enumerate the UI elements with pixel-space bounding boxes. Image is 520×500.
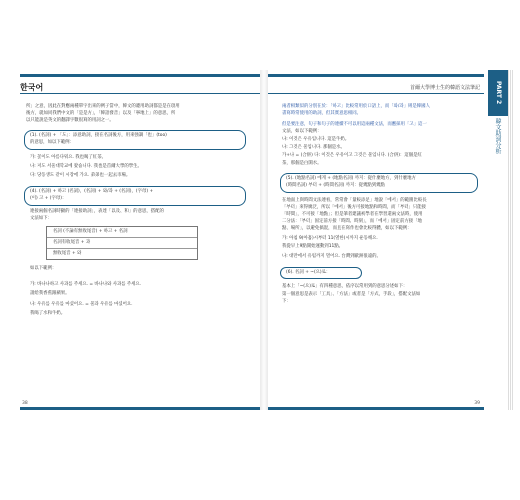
- example-line: 가: 바나나하고 사과를 주세요. = 바나나와 사과를 주세요.: [30, 282, 142, 287]
- right-page: [268, 70, 508, 410]
- book-gutter: [260, 70, 268, 410]
- intro-line: 兩者相類似的分別在於：「하고」比較常用於口語上，而「와/과」則是韓國人: [282, 104, 430, 109]
- example-line: 請給我香蕉跟蘋果。: [30, 291, 70, 296]
- example-line: 다: 당동생도 같이 시장에 가요. 弟弟也一起去市場。: [30, 173, 131, 178]
- body-line: 文法如下：: [30, 216, 52, 221]
- intro-line: 後方，就如同我們中文的「是是方」，「韓語發音」以及「寧地上」的意思，所: [26, 111, 176, 116]
- body-line: 「부터」來得廣泛，所以「에서」後方可接地點和時間，而「부터」只能接: [282, 205, 426, 210]
- example-line: 나: 이것은 우유입니다. 這是牛奶。: [282, 137, 350, 142]
- grammar-title: 的意思，如以下範例：: [30, 140, 74, 145]
- table-row: 名詞 (不論有無收尾音) + 하고 + 名詞: [47, 227, 197, 238]
- body-line: 第一個意思是表示「工具」、「方法」或者是「方式，手段」，搭配文法如: [282, 292, 421, 297]
- example-line: 가: 꽃이도 아름다워요. 我也喝了紅茶。: [30, 155, 106, 160]
- part-subtitle: 韓文助詞分析: [494, 118, 501, 154]
- body-line: 「時間」，不可接「地點」；但是筆者建議初學者在學習還兩文法時，使用: [282, 212, 423, 217]
- grammar-table: [46, 226, 198, 260]
- grammar-title: (이) 고 + (字母)：: [30, 196, 67, 201]
- header-divider: [20, 93, 260, 94]
- grammar-title: (時間名詞) 부터 + (時間名詞) 까지：從幾點到幾點: [286, 183, 385, 188]
- table-row: 名詞有收尾音 + 과: [47, 238, 197, 249]
- body-line: 下：: [282, 299, 291, 304]
- right-page-title: 首爾大學博士生的韓語文法筆記: [409, 85, 480, 91]
- header-bar: [268, 74, 484, 77]
- example-line: 我從早上9點開始運動到11點。: [282, 244, 344, 249]
- grammar-title: (5). (地點名詞) 에게 + (地點名詞) 까지：從什麼地方，到什麼地方: [286, 176, 416, 181]
- example-line: 가+나 = (合併) 다: 이것은 우유이고 그것은 물입니다. (合併)：這個是紅: [282, 153, 422, 158]
- page-number: 38: [22, 401, 28, 406]
- left-page-title: 한국어: [20, 83, 44, 92]
- left-page: [20, 70, 260, 410]
- grammar-title: (1). (名詞) + 「도」：添意助詞，接在名詞後方，用來強調「也」(too): [30, 133, 167, 138]
- grammar-title: (4). (名詞) + 하고 (名詞)，(名詞) + 와/과 + (名詞)，(字母) +: [30, 189, 154, 194]
- table-row: 無收尾音 + 와: [53, 251, 82, 256]
- body-line: 點、場所」，以避免搞混，而且在寫作也會比較得體，如以下範例：: [282, 226, 412, 231]
- example-line: 나: 저도 서울대학교에 왔습니다. 我也是首爾大學的學生。: [30, 164, 142, 169]
- example-line: 나: 대만에서 유럽까지 멀어요. 台灣到歐洲很遠的。: [282, 254, 381, 259]
- intro-line: 以只能說是英文的翻譯字數很寫的用詞之一。: [26, 118, 114, 123]
- intro-line: 所」之意，因此在對應兩種單字出來的例子當中，韓文的遷用助詞都是是在項用: [26, 104, 180, 109]
- footer-bar: [20, 407, 260, 410]
- page-number: 39: [474, 401, 480, 406]
- header-divider: [268, 93, 484, 94]
- example-line: 茶，那個是白開水。: [282, 161, 322, 166]
- body-line: 連接兩個名詞時顯的「連接助詞」，表達「以及、和」的意思，搭配的: [30, 209, 164, 214]
- intro-line: 文法，如以下範例：: [282, 129, 322, 134]
- intro-line: 但是要注意，句子和句子的連續不可以用這兩種文法，而應採用「고」這一: [282, 122, 427, 127]
- body-line: 基本上「~(으)로」有四種意思，依序以常用到的意思分述如下：: [282, 284, 408, 289]
- footer-bar: [268, 407, 484, 410]
- example-line: 가: 아침 9(아홉)시부터 11(열한)시까지 운동해요.: [282, 236, 378, 241]
- page-edge-stack: [508, 70, 514, 410]
- intro-line: 書寫時常使用的助詞，但其實意思相同。: [282, 111, 362, 116]
- example-line: 我喝了水和牛奶。: [30, 311, 66, 316]
- grammar-title: (6). 名詞 + ~(으)로：: [286, 270, 331, 275]
- header-bar: [20, 74, 260, 77]
- example-line: 나: 우유를 우유를 마셨어요. = 물과 우유를 마셨어요.: [30, 302, 133, 307]
- examples-label: 如以下範例：: [30, 266, 57, 271]
- example-line: 나: 그것은 물입니다. 那個是水。: [282, 145, 345, 150]
- body-line: 在地面上與時間文法連看，常常會「量較添足」地說「에서」的範圍比較長: [282, 198, 427, 203]
- book-spread: [20, 70, 508, 410]
- part-tab: PART 2: [488, 70, 508, 116]
- body-line: 二分法：「부터」固定前方接「時間、時刻」，而「에서」固定前方接「地: [282, 219, 422, 224]
